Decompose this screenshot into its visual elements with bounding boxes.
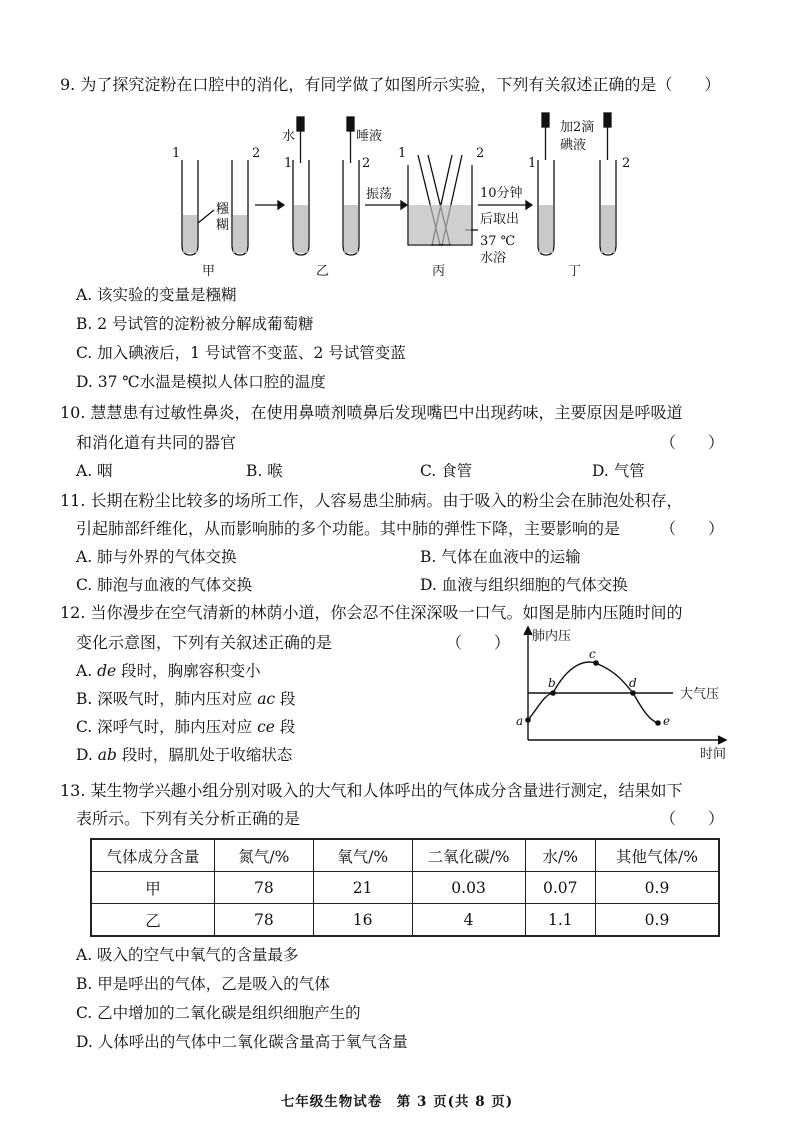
q11-stem-line1: 11. 长期在粉尘比较多的场所工作，人容易患尘肺病。由于吸入的粉尘会在肺泡处积存，: [60, 491, 683, 510]
table-header-row: [91, 839, 719, 872]
table-cell: 乙: [91, 904, 215, 937]
q12-a-post: 段时，胸廓容积变小: [116, 662, 261, 680]
gas-composition-table: [90, 838, 720, 937]
fig-n1-yi: 1: [284, 156, 293, 171]
q10-option-d[interactable]: D. 气管: [592, 462, 645, 480]
fig-water: 水: [282, 129, 296, 144]
q12-d-post: 段时，膈肌处于收缩状态: [116, 746, 293, 764]
table-cell: 21: [313, 872, 412, 904]
q12-d-seg: ab: [97, 746, 117, 764]
graph-point-c: [593, 660, 599, 666]
q11-stem-line2: 引起肺部纤维化，从而影响肺的多个功能。其中肺的弹性下降，主要影响的是: [76, 519, 621, 538]
q13-option-d[interactable]: D. 人体呼出的气体中二氧化碳含量高于氧气含量: [76, 1033, 408, 1051]
fig-n2-jia: 2: [252, 146, 261, 161]
graph-label-d: d: [629, 676, 637, 690]
q12-c-post: 段: [274, 718, 296, 736]
fig-paste-1: 糨: [216, 202, 230, 217]
q10-option-a[interactable]: A. 咽: [76, 462, 113, 480]
fig-n1-ding: 1: [528, 156, 537, 171]
table-cell: 甲: [91, 872, 215, 904]
fig-temp: 37 ℃: [480, 234, 516, 249]
fig-iodine-2: 碘液: [560, 138, 587, 153]
q12-b-post: 段: [275, 690, 296, 708]
fig-ten-min: 10分钟: [480, 186, 523, 201]
table-header: 水/%: [525, 839, 595, 872]
table-header: 气体成分含量: [91, 839, 215, 872]
q9-option-c[interactable]: C. 加入碘液后，1 号试管不变蓝、2 号试管变蓝: [76, 344, 406, 362]
q11-answer-paren[interactable]: （ ）: [660, 519, 725, 538]
q12-stem-line2: 变化示意图，下列有关叙述正确的是: [76, 633, 333, 652]
table-row: [91, 872, 719, 904]
q12-a-seg: de: [97, 662, 117, 680]
fig-paste-2: 糊: [216, 218, 230, 233]
fig-iodine-1: 加2滴: [560, 120, 595, 135]
fig-n2-yi: 2: [362, 156, 371, 171]
fig-yi: 乙: [316, 264, 330, 279]
table-cell: 16: [313, 904, 412, 937]
fig-bath: 水浴: [480, 251, 507, 266]
fig-shake: 振荡: [366, 187, 393, 202]
table-cell: 0.9: [596, 872, 720, 904]
q10-option-c[interactable]: C. 食管: [420, 462, 473, 480]
table-header: 其他气体/%: [596, 839, 720, 872]
q12-pressure-graph: [508, 625, 748, 765]
table-header: 二氧化碳/%: [412, 839, 525, 872]
table-cell: 1.1: [525, 904, 595, 937]
table-cell: 0.03: [412, 872, 525, 904]
graph-baseline-label: 大气压: [680, 687, 720, 702]
table-cell: 0.9: [596, 904, 720, 937]
fig-n2-ding: 2: [622, 156, 631, 171]
q12-b-pre: B. 深吸气时，肺内压对应: [76, 690, 258, 708]
fig-take-out: 后取出: [480, 212, 520, 227]
q10-answer-paren[interactable]: （ ）: [660, 433, 725, 452]
graph-point-b: [550, 690, 556, 696]
table-header: 氧气/%: [313, 839, 412, 872]
q13-stem-line2: 表所示。下列有关分析正确的是: [76, 809, 301, 828]
fig-ding: 丁: [568, 264, 582, 279]
table-cell: 78: [215, 872, 314, 904]
q13-stem-line1: 13. 某生物学兴趣小组分别对吸入的大气和人体呼出的气体成分含量进行测定，结果如下: [60, 781, 683, 800]
graph-label-e: e: [663, 714, 671, 728]
graph-label-b: b: [548, 676, 556, 690]
fig-saliva: 唾液: [356, 129, 383, 144]
q13-option-c[interactable]: C. 乙中增加的二氧化碳是组织细胞产生的: [76, 1004, 361, 1022]
q11-option-d[interactable]: D. 血液与组织细胞的气体交换: [420, 576, 628, 594]
fig-bing: 丙: [432, 264, 446, 279]
table-cell: 78: [215, 904, 314, 937]
q10-stem-line2: 和消化道有共同的器官: [76, 433, 237, 452]
q9-option-d[interactable]: D. 37 ℃水温是模拟人体口腔的温度: [76, 373, 326, 391]
q11-option-a[interactable]: A. 肺与外界的气体交换: [76, 548, 237, 566]
q9-option-a[interactable]: A. 该实验的变量是糨糊: [76, 286, 237, 304]
graph-label-a: a: [516, 714, 524, 728]
q10-option-b[interactable]: B. 喉: [246, 462, 283, 480]
q12-c-pre: C. 深呼气时，肺内压对应: [76, 718, 258, 736]
graph-xlabel: 时间: [700, 747, 727, 762]
q11-option-b[interactable]: B. 气体在血液中的运输: [420, 548, 581, 566]
fig-n1-bing: 1: [398, 146, 407, 161]
q9-stem: 9. 为了探究淀粉在口腔中的消化，有同学做了如图所示实验，下列有关叙述正确的是（ ）: [60, 75, 721, 94]
q12-option-d[interactable]: [76, 742, 292, 768]
q12-d-pre: D.: [76, 746, 98, 764]
q13-option-b[interactable]: B. 甲是呼出的气体，乙是吸入的气体: [76, 975, 330, 993]
q12-answer-paren[interactable]: （ ）: [446, 633, 511, 652]
q10-stem-line1: 10. 慧慧患有过敏性鼻炎，在使用鼻喷剂喷鼻后发现嘴巴中出现药味，主要原因是呼吸道: [60, 403, 683, 422]
q12-c-seg: ce: [257, 718, 275, 736]
fig-n1-jia: 1: [172, 146, 181, 161]
graph-label-c: c: [589, 647, 596, 661]
graph-point-e: [655, 720, 661, 726]
q12-option-a[interactable]: [76, 658, 261, 684]
page-footer: 七年级生物试卷 第 3 页(共 8 页): [280, 1094, 514, 1110]
table-cell: 0.07: [525, 872, 595, 904]
graph-point-d: [630, 690, 636, 696]
q12-option-c[interactable]: [76, 714, 295, 740]
fig-jia: 甲: [202, 264, 216, 279]
q12-stem-line1: 12. 当你漫步在空气清新的林荫小道，你会忍不住深深吸一口气。如图是肺内压随时间的: [60, 603, 683, 622]
table-cell: 4: [412, 904, 525, 937]
table-header: 氮气/%: [215, 839, 314, 872]
q12-b-seg: ac: [257, 690, 276, 708]
graph-ylabel: 肺内压: [532, 629, 572, 644]
q11-option-c[interactable]: C. 肺泡与血液的气体交换: [76, 576, 253, 594]
q13-answer-paren[interactable]: （ ）: [660, 809, 725, 828]
q13-option-a[interactable]: A. 吸入的空气中氧气的含量最多: [76, 946, 299, 964]
q9-experiment-figure: [160, 105, 660, 280]
q9-option-b[interactable]: B. 2 号试管的淀粉被分解成葡萄糖: [76, 315, 314, 333]
fig-n2-bing: 2: [476, 146, 485, 161]
graph-point-a: [525, 717, 531, 723]
q12-a-pre: A.: [76, 662, 98, 680]
table-row: [91, 904, 719, 937]
q12-option-b[interactable]: [76, 686, 296, 712]
